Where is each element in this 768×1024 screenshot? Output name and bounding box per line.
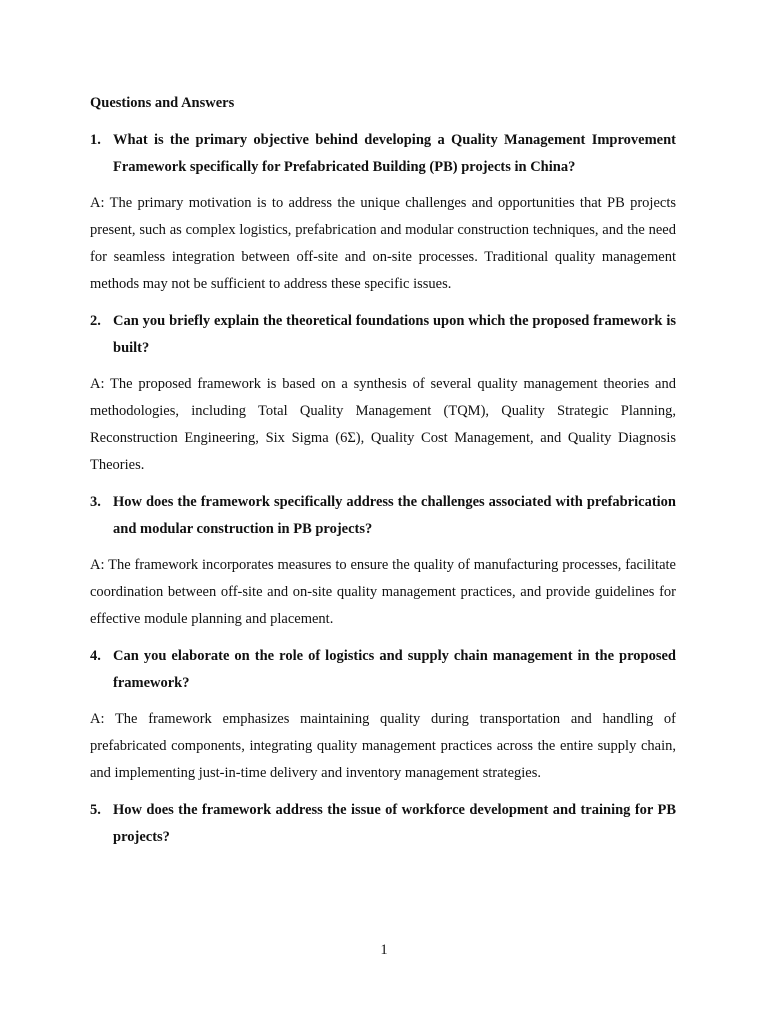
- question-text: What is the primary objective behind developing a Quality Management Improvement Framework specifically for Prefabricated Building (PB) projects in China?: [113, 132, 676, 175]
- qa-item-5: [90, 797, 676, 851]
- qa-item-1: [90, 127, 676, 298]
- answer-3: A: The framework incorporates measures to ensure the quality of manufacturing processes, facilitate coordination between off-site and on-site quality management practices, and provide guidelines for effective module planning and placement.: [90, 557, 676, 627]
- qa-item-4: [90, 643, 676, 787]
- question-text: How does the framework specifically address the challenges associated with prefabrication and modular construction in PB projects?: [113, 494, 676, 537]
- question-5: [90, 797, 676, 851]
- qa-item-2: [90, 308, 676, 479]
- page-number: 1: [380, 942, 388, 958]
- question-number: 1.: [90, 132, 101, 148]
- question-number: 5.: [90, 802, 101, 818]
- question-1: [90, 127, 676, 181]
- question-number: 3.: [90, 494, 101, 510]
- question-text: Can you elaborate on the role of logistics and supply chain management in the proposed framework?: [113, 648, 676, 691]
- answer-1: A: The primary motivation is to address the unique challenges and opportunities that PB projects present, such as complex logistics, prefabrication and modular construction techniques, and the need for seamless integration between off-site and on-site processes. Traditional quality management methods may not be sufficient to address these specific issues.: [90, 195, 676, 292]
- question-number: 2.: [90, 313, 101, 329]
- section-heading: Questions and Answers: [90, 95, 235, 111]
- question-2: [90, 308, 676, 362]
- question-text: How does the framework address the issue of workforce development and training for PB projects?: [113, 802, 676, 845]
- answer-2: A: The proposed framework is based on a synthesis of several quality management theories and methodologies, including Total Quality Management (TQM), Quality Strategic Planning, Reconstruction Engineering, Six Sigma (6Σ), Quality Cost Management, and Quality Diagnosis Theories.: [90, 376, 676, 473]
- question-text: Can you briefly explain the theoretical foundations upon which the proposed framework is built?: [113, 313, 676, 356]
- question-4: [90, 643, 676, 697]
- qa-item-3: [90, 489, 676, 633]
- question-number: 4.: [90, 648, 101, 664]
- question-3: [90, 489, 676, 543]
- document-page: [90, 90, 676, 860]
- answer-4: A: The framework emphasizes maintaining quality during transportation and handling of prefabricated components, integrating quality management practices across the entire supply chain, and implementing just-in-time delivery and inventory management strategies.: [90, 711, 676, 781]
